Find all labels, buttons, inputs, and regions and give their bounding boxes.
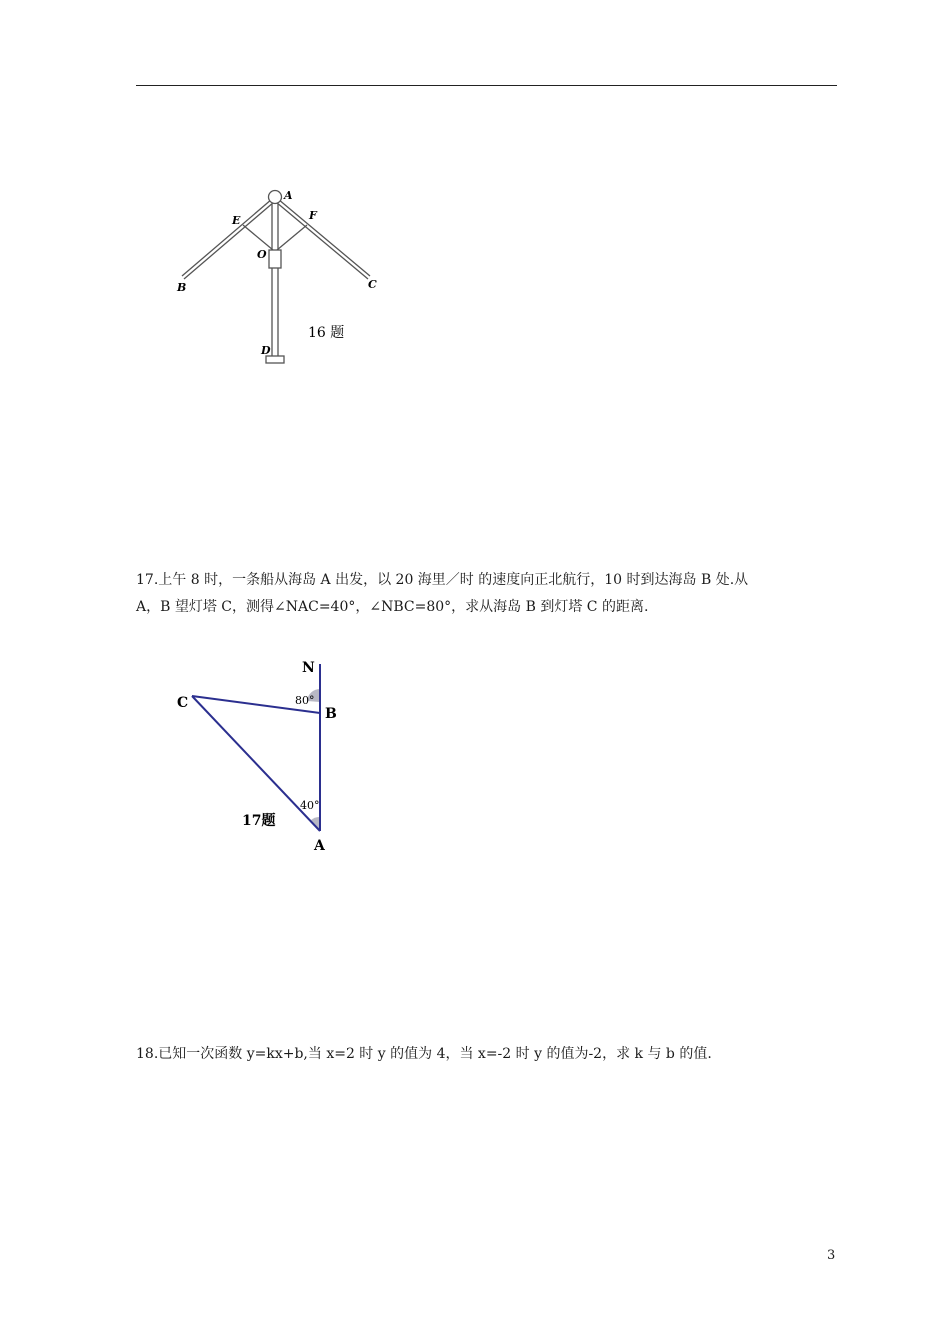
fig17-label-B: B	[325, 706, 337, 722]
figure-17	[160, 650, 380, 860]
question-17	[136, 567, 748, 621]
question-17-line-1: 17.上午 8 时，一条船从海岛 A 出发，以 20 海里／时 的速度向正北航行，10 时到达海岛 B 处.从	[136, 572, 749, 588]
fig17-caption: 17题	[242, 813, 276, 829]
fig16-label-F: F	[309, 209, 317, 222]
question-18: 18.已知一次函数 y=kx+b,当 x=2 时 y 的值为 4，当 x=-2 时 y 的值为-2，求 k 与 b 的值.	[136, 1046, 712, 1062]
fig16-label-O: O	[257, 248, 267, 261]
page-number: 3	[827, 1248, 836, 1263]
fig17-angle-80: 80°	[295, 694, 315, 707]
figure-16	[160, 180, 400, 380]
fig17-angle-40: 40°	[300, 799, 320, 812]
fig16-label-C: C	[368, 278, 377, 291]
fig16-label-A: A	[284, 189, 293, 202]
question-17-line-2: A，B 望灯塔 C，测得∠NAC=40°，∠NBC=80°，求从海岛 B 到灯塔 C 的距离.	[136, 599, 649, 615]
fig17-label-C: C	[177, 695, 189, 711]
fig16-label-D: D	[261, 344, 271, 357]
fig17-label-N: N	[302, 660, 315, 676]
fig16-label-B: B	[177, 281, 187, 294]
fig16-label-E: E	[232, 214, 241, 227]
fig16-caption: 16 题	[308, 325, 345, 341]
fig17-label-A: A	[314, 838, 325, 854]
header-rule	[136, 85, 837, 86]
